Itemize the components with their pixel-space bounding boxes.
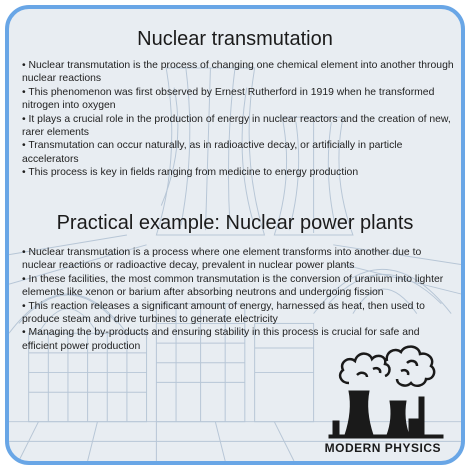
section-title-practical-example: Practical example: Nuclear power plants (56, 212, 414, 234)
info-card (5, 5, 465, 465)
bullet-item: • Nuclear transmutation is a process where one element transforms into another due to nuclear reactions or radioactive decay, prevalent in nuclear power plants (22, 247, 422, 272)
bullet-list-practical-example (22, 246, 454, 353)
bullet-item: • Nuclear transmutation is the process of changing one chemical element into another through nuclear reactions (22, 60, 454, 85)
bullet-item: • This process is key in fields ranging from medicine to energy production (22, 167, 359, 179)
nuclear-plant-icon (327, 339, 445, 447)
bullet-item: • Managing the by-products and ensuring stability in this process is crucial for safe and efficient power production (22, 327, 420, 352)
bullet-item: • This phenomenon was first observed by Ernest Rutherford in 1919 when he transformed nitrogen into oxygen (22, 86, 435, 112)
section-title-nuclear-transmutation: Nuclear transmutation (137, 28, 333, 50)
bullet-item: • It plays a crucial role in the production of energy in nuclear reactors and the creation of new, rarer elements (22, 113, 451, 139)
bullet-item: • Transmutation can occur naturally, as in radioactive decay, or artificially in particle accelerators (22, 140, 403, 165)
bullet-list-nuclear-transmutation (22, 59, 454, 180)
brand-logo-text: MODERN PHYSICS (324, 441, 441, 455)
bullet-item: • This reaction releases a significant amount of energy, harnessed as heat, then used to produce steam and drive turbines to generate electricity (22, 300, 425, 326)
bullet-item: • In these facilities, the most common transmutation is the conversion of uranium into lighter elements like xenon or barium after absorbing neutrons and undergoing fission (22, 273, 444, 299)
